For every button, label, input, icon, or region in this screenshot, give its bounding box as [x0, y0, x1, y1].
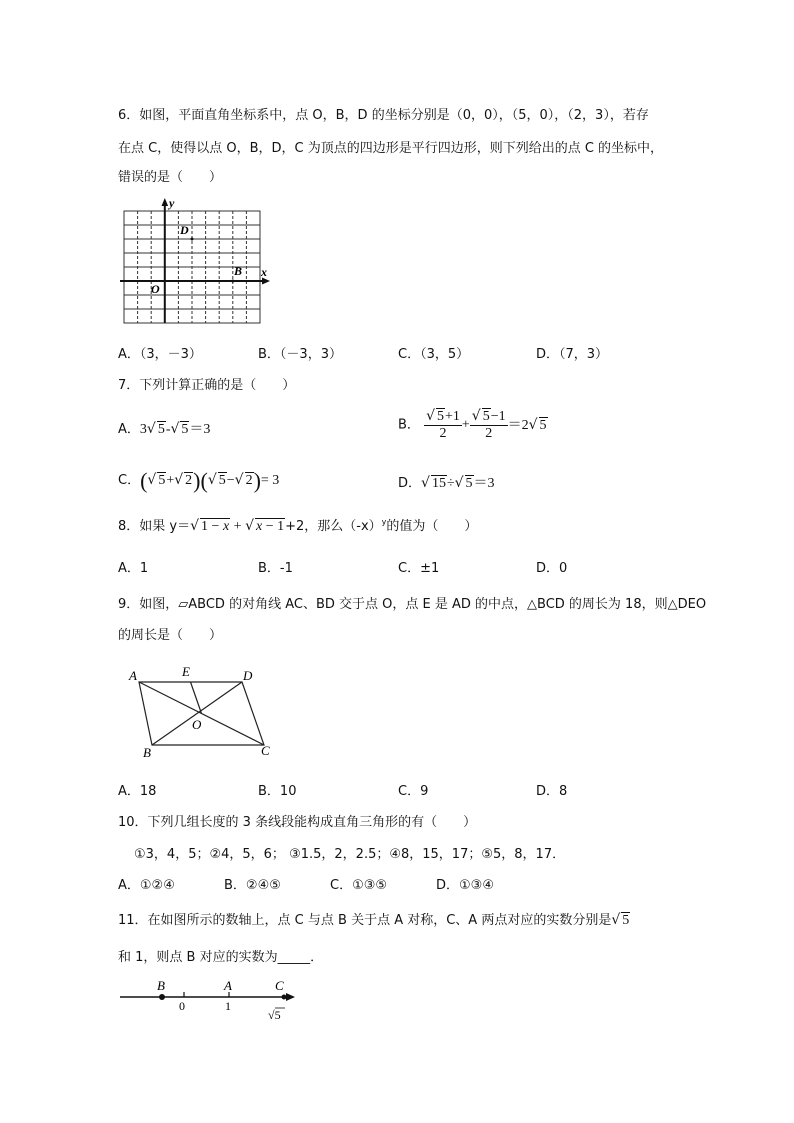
q10-option-b[interactable]: B．②④⑤	[224, 878, 281, 893]
q8-title: 8．如果 y＝√ 1 − x + √ x − 1+2，那么$(-x)^y$的值为（ ）	[118, 517, 478, 534]
q9-option-a[interactable]: A．18	[118, 784, 157, 799]
q11-line2: 和 1，则点 B 对应的实数为_____．	[118, 950, 324, 965]
q10-option-c[interactable]: C．①③⑤	[330, 878, 388, 893]
q8-option-b[interactable]: B．-1	[258, 561, 293, 576]
q7-option-a-label: A．	[118, 422, 140, 437]
q6-line3: 错误的是（ ）	[118, 170, 223, 185]
q7-title: 7．下列计算正确的是（ ）	[118, 378, 296, 393]
q9-option-c[interactable]: C．9	[398, 784, 429, 799]
q7-option-a[interactable]: A．3√ 5-√ 5＝3	[118, 421, 211, 437]
q6-origin-label: O	[151, 282, 160, 296]
q7-option-b[interactable]: B． $\frac{√ 5+1}{2}$ + $\frac{√ 5-1}{2}$ ＝2√ 5	[398, 408, 547, 441]
q6-option-b[interactable]: B．（－3，3）	[258, 347, 342, 362]
q11-label-c: C	[275, 978, 284, 993]
q10-option-d[interactable]: D．①③④	[436, 878, 494, 893]
q11-tick-sqrt5: √5	[268, 1008, 281, 1022]
q11-label-a: A	[224, 978, 232, 993]
q11-label-b: B	[157, 978, 165, 993]
q10-groups: ①3，4，5；②4，5，6； ③1.5，2，2.5；④8，15，17；⑤5，8，17．	[134, 847, 566, 862]
q11-line1: 11．在如图所示的数轴上，点 C 与点 B 关于点 A 对称，C、A 两点对应的实数分别是√ 5	[118, 912, 630, 928]
q7-option-d[interactable]: D．√ 15÷√ 5＝3	[398, 475, 495, 491]
q9-label-o: O	[192, 717, 202, 732]
q6-point-b-label: B	[234, 264, 243, 278]
q9-line2: 的周长是（ ）	[118, 628, 223, 643]
q7-option-d-label: D．	[398, 476, 422, 491]
q6-line2: 在点 C，使得以点 O，B，D，C 为顶点的四边形是平行四边形，则下列给出的点 C 的坐标中，	[118, 141, 664, 156]
q6-option-a[interactable]: A．（3，－3）	[118, 347, 202, 362]
q6-line1: 6．如图，平面直角坐标系中，点 O，B，D 的坐标分别是（0，0），（5，0），（2，3），若存	[118, 108, 649, 123]
q9-label-b: B	[143, 745, 151, 760]
q8-option-c[interactable]: C．±1	[398, 561, 440, 576]
q7-option-c[interactable]: C．(√ 5+√ 2)(√ 5−√ 2)= 3	[118, 468, 280, 493]
q7-option-c-label: C．	[118, 473, 141, 489]
q6-option-d[interactable]: D．（7，3）	[536, 347, 609, 362]
q10-title: 10．下列几组长度的 3 条线段能构成直角三角形的有（ ）	[118, 815, 477, 830]
q9-label-c: C	[261, 743, 270, 758]
q6-y-label: y	[169, 196, 175, 210]
q6-x-label: x	[261, 265, 267, 279]
q7-option-b-label: B．	[398, 417, 420, 433]
q6-option-c[interactable]: C．（3，5）	[398, 347, 470, 362]
q9-parallelogram-figure	[125, 662, 285, 762]
q9-line1: 9．如图，▱ABCD 的对角线 AC、BD 交于点 O，点 E 是 AD 的中点，△BCD 的周长为 18，则△DEO	[118, 597, 707, 612]
q9-label-a: A	[129, 668, 137, 683]
q6-point-d-label: D	[180, 223, 189, 237]
q8-option-d[interactable]: D．0	[536, 561, 568, 576]
q11-tick-1: 1	[225, 999, 231, 1013]
q10-option-a[interactable]: A．①②④	[118, 878, 175, 893]
q9-label-e: E	[182, 664, 190, 679]
q6-coordinate-grid	[120, 196, 270, 331]
q8-option-a[interactable]: A．1	[118, 561, 149, 576]
q9-option-b[interactable]: B．10	[258, 784, 297, 799]
q9-label-d: D	[243, 668, 253, 683]
q11-number-line	[115, 976, 305, 1024]
q11-tick-0: 0	[179, 999, 185, 1013]
q9-option-d[interactable]: D．8	[536, 784, 568, 799]
